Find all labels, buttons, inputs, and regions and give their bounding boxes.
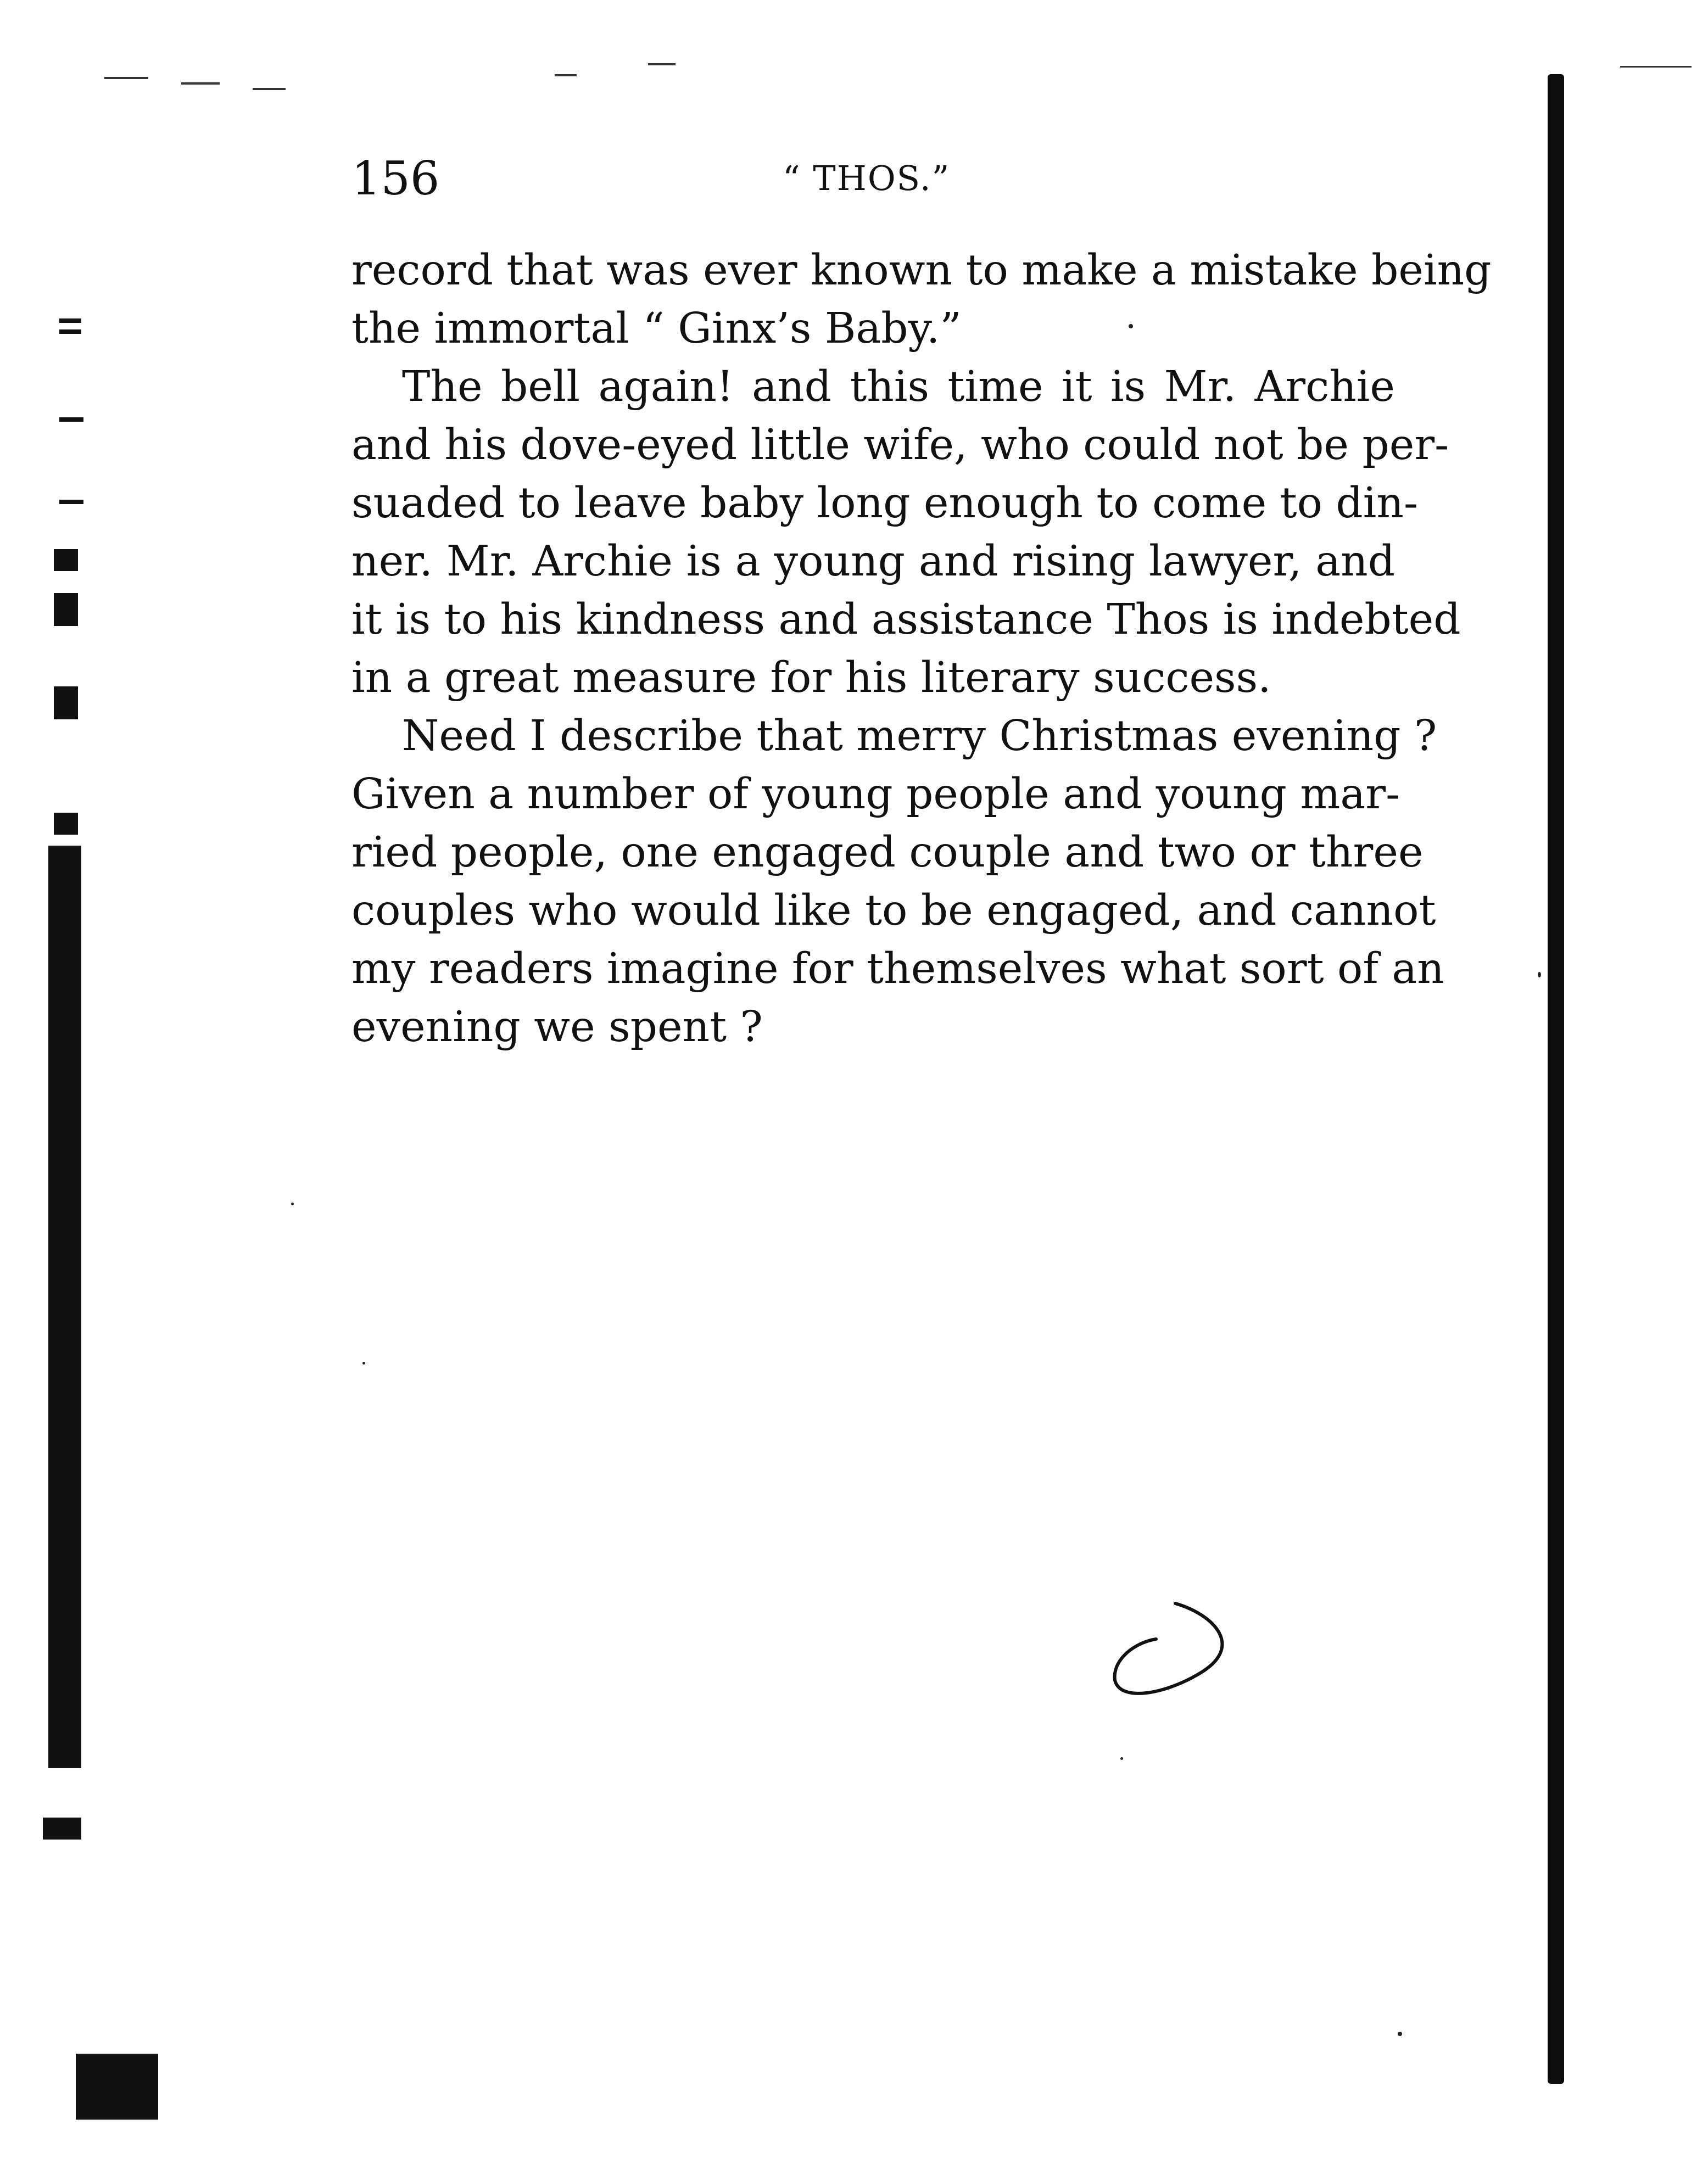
paragraph bbox=[351, 707, 1444, 1056]
body-text bbox=[351, 242, 1492, 1056]
scan-mark bbox=[253, 88, 286, 90]
scan-mark bbox=[59, 318, 81, 323]
scan-mark bbox=[54, 593, 78, 626]
text-line: suaded to leave baby long enough to come to din- bbox=[351, 479, 1418, 528]
text-line: and his dove-eyed little wife, who could not be per- bbox=[351, 421, 1449, 469]
text-line: Given a number of young people and young mar- bbox=[351, 770, 1400, 819]
speck bbox=[291, 1203, 294, 1205]
scan-mark bbox=[54, 686, 78, 719]
paragraph bbox=[351, 242, 1492, 358]
page-number: 156 bbox=[351, 152, 440, 205]
text-line: couples who would like to be engaged, and cannot bbox=[351, 886, 1436, 935]
speck bbox=[1120, 1757, 1123, 1760]
text-line: ried people, one engaged couple and two or three bbox=[351, 828, 1424, 877]
scan-mark bbox=[76, 2054, 158, 2120]
scan-right-bar bbox=[1548, 74, 1564, 2084]
scan-mark bbox=[104, 77, 148, 79]
paragraph bbox=[351, 358, 1461, 707]
text-line: in a great measure for his literary success. bbox=[351, 653, 1271, 702]
scan-mark bbox=[1620, 66, 1692, 68]
scan-mark bbox=[555, 74, 577, 76]
text-line: The bell again! and this time it is Mr. Archie bbox=[402, 362, 1395, 411]
speck bbox=[362, 1362, 365, 1365]
scan-mark bbox=[59, 500, 83, 504]
speck bbox=[1538, 972, 1541, 977]
pencil-mark bbox=[1104, 1592, 1258, 1719]
text-line: ner. Mr. Archie is a young and rising lawyer, and bbox=[351, 537, 1395, 586]
text-line: Need I describe that merry Christmas evening ? bbox=[402, 712, 1437, 761]
running-title: “ THOS.” bbox=[783, 158, 951, 198]
scan-mark bbox=[54, 549, 78, 571]
text-line: evening we spent ? bbox=[351, 1003, 763, 1052]
scan-mark bbox=[59, 417, 83, 422]
scan-strip bbox=[48, 846, 81, 1768]
scan-mark bbox=[59, 329, 81, 334]
speck bbox=[1398, 2032, 1402, 2036]
text-line: record that was ever known to make a mistake being bbox=[351, 246, 1492, 295]
running-header bbox=[351, 148, 1378, 209]
text-line: the immortal “ Ginx’s Baby.” bbox=[351, 304, 962, 353]
scan-mark bbox=[54, 813, 78, 835]
scan-mark bbox=[181, 82, 220, 85]
text-line: it is to his kindness and assistance Thos is indebted bbox=[351, 595, 1461, 644]
scan-mark bbox=[648, 63, 676, 65]
scan-left-edge bbox=[48, 66, 164, 2120]
text-line: my readers imagine for themselves what sort of an bbox=[351, 944, 1444, 993]
scan-mark bbox=[43, 1818, 81, 1840]
